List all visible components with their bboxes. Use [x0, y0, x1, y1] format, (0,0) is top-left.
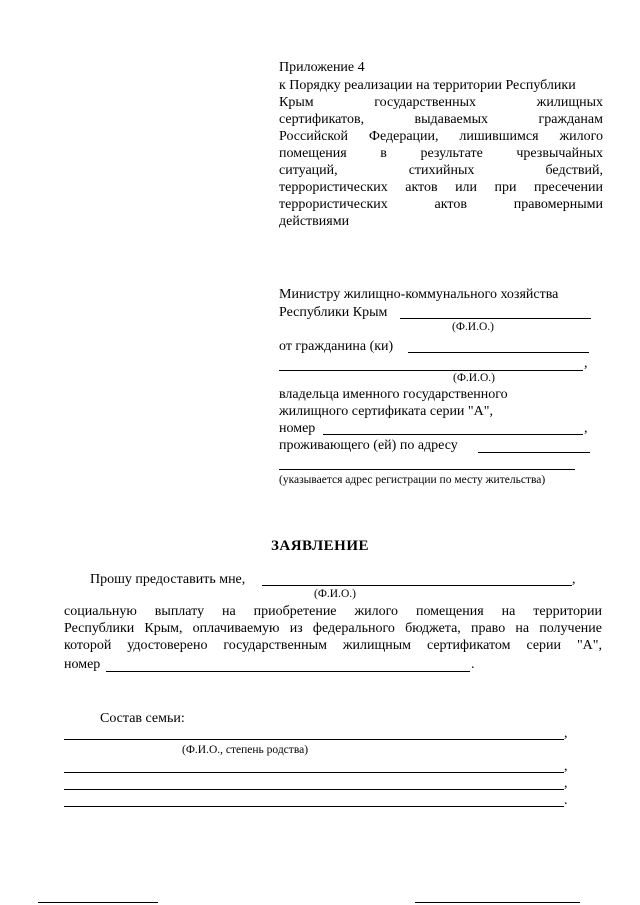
statement-body [64, 604, 602, 655]
applicant-name-field[interactable] [262, 585, 572, 586]
residing-label: проживающего (ей) по адресу [279, 438, 458, 453]
appendix-line: ситуаций, стихийных бедствий, [279, 163, 603, 178]
addressee-minister: Министру жилищно-коммунального хозяйства [279, 287, 559, 302]
number-label: номер [279, 421, 316, 436]
appendix-line: к Порядку реализации на территории Республики [279, 78, 576, 93]
statement-line: Республики Крым, оплачиваемую из федерального бюджета, право на получение [64, 621, 602, 636]
appendix-line: сертификатов, выдаваемых гражданам [279, 112, 603, 127]
family-hint: (Ф.И.О., степень родства) [182, 744, 309, 756]
comma: , [584, 356, 588, 371]
family-member-field[interactable] [64, 789, 564, 790]
comma: , [564, 726, 568, 741]
comma: , [564, 759, 568, 774]
owner-line-1: владельца именного государственного [279, 387, 508, 402]
statement-title: ЗАЯВЛЕНИЕ [270, 538, 370, 554]
appendix-line: террористических актов или при пресечении [279, 180, 603, 195]
appendix-line: помещения в результате чрезвычайных [279, 146, 603, 161]
date-line[interactable] [415, 902, 580, 903]
citizen-name-field[interactable] [408, 352, 589, 353]
statement-line: социальную выплату на приобретение жилого помещения на территории [64, 604, 602, 619]
comma: , [584, 421, 588, 436]
appendix-line: Крым государственных жилищных [279, 95, 603, 110]
signature-line[interactable] [38, 902, 158, 903]
request-label: Прошу предоставить мне, [90, 572, 246, 587]
family-member-field[interactable] [64, 772, 564, 773]
addressee-republic: Республики Крым [279, 305, 388, 320]
appendix-line: террористических актов правомерными [279, 197, 603, 212]
certificate-number-field[interactable] [323, 434, 583, 435]
fio-hint: (Ф.И.О.) [452, 321, 494, 333]
minister-name-field[interactable] [400, 318, 591, 319]
address-field-2[interactable] [279, 469, 575, 470]
comma: , [564, 776, 568, 791]
fio-hint: (Ф.И.О.) [453, 372, 495, 384]
family-member-field[interactable] [64, 739, 564, 740]
address-hint: (указывается адрес регистрации по месту жительства) [279, 474, 546, 486]
period: . [564, 793, 568, 808]
fio-hint: (Ф.И.О.) [314, 588, 356, 600]
citizen-name-field-2[interactable] [279, 370, 583, 371]
appendix-line: действиями [279, 214, 350, 229]
address-field[interactable] [478, 452, 590, 453]
number-label: номер [64, 657, 101, 672]
family-label: Состав семьи: [100, 711, 185, 726]
comma: , [572, 572, 576, 587]
appendix-line: Российской Федерации, лишившимся жилого [279, 129, 603, 144]
statement-line: которой удостоверено государственным жилищным сертификатом серии "А", [64, 638, 602, 653]
appendix-heading: Приложение 4 [279, 60, 365, 75]
certificate-number-field[interactable] [106, 671, 470, 672]
appendix-text [279, 78, 603, 231]
owner-line-2: жилищного сертификата серии "А", [279, 404, 493, 419]
family-member-field[interactable] [64, 806, 564, 807]
from-citizen-label: от гражданина (ки) [279, 339, 394, 354]
period: . [471, 657, 475, 672]
